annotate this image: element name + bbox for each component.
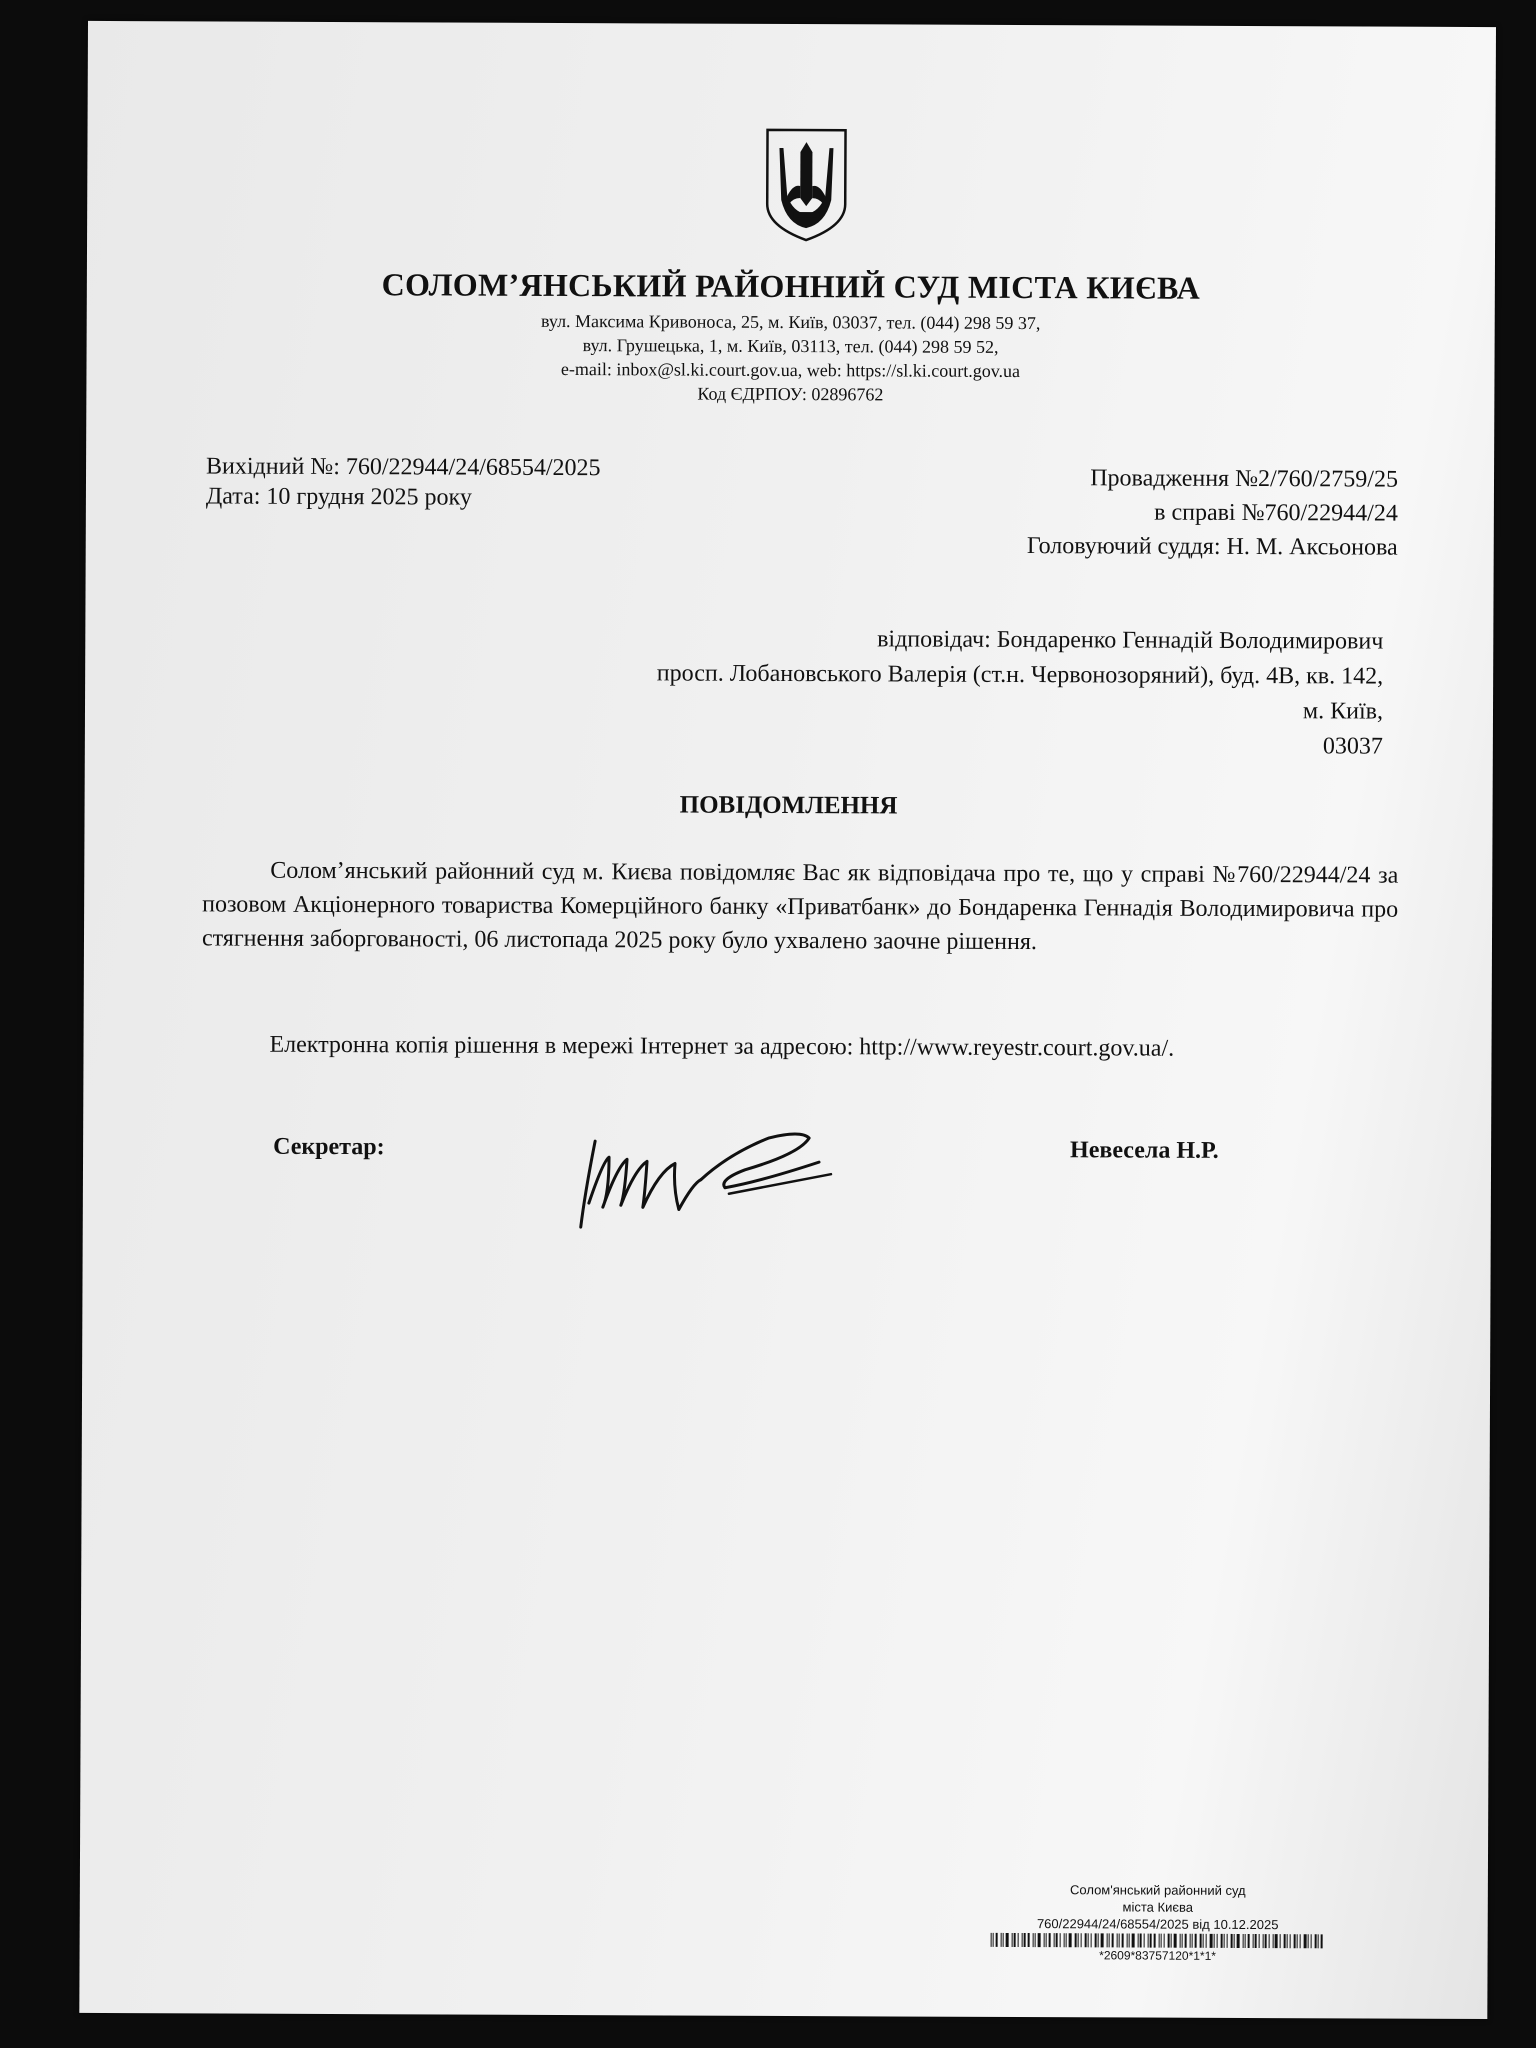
barcode-bar	[1074, 1933, 1076, 1947]
barcode-bar	[1289, 1934, 1290, 1948]
barcode-bar	[1131, 1933, 1134, 1947]
recipient-block	[656, 621, 1383, 764]
barcode-bar	[1286, 1934, 1287, 1948]
barcode-bar	[1005, 1933, 1008, 1947]
stamp-city: міста Києва	[1122, 1899, 1194, 1915]
barcode-bar	[1262, 1934, 1263, 1948]
recipient-city: м. Київ,	[1302, 698, 1384, 725]
barcode-bar	[1320, 1934, 1322, 1948]
barcode-bar	[1147, 1934, 1148, 1948]
barcode-bar	[1116, 1933, 1117, 1947]
barcode-bar	[1021, 1933, 1022, 1947]
barcode-bar	[1268, 1934, 1269, 1948]
ukraine-trident-emblem-icon	[763, 126, 850, 244]
barcode-bar	[1205, 1934, 1206, 1948]
case-number: в справі №760/22944/24	[1154, 499, 1398, 527]
barcode-bar	[1094, 1933, 1096, 1947]
barcode-bar	[1011, 1933, 1012, 1947]
barcode-bar	[1111, 1933, 1113, 1947]
stamp-registration-number: 760/22944/24/68554/2025 від 10.12.2025	[1036, 1916, 1279, 1933]
barcode-bar	[1279, 1934, 1280, 1948]
barcode-bar	[1236, 1934, 1239, 1948]
barcode-bar	[1189, 1934, 1190, 1948]
barcode-bar	[1213, 1934, 1214, 1948]
barcode-bar	[1223, 1934, 1224, 1948]
barcode-bar	[1002, 1933, 1003, 1947]
outgoing-date: Дата: 10 грудня 2025 року	[205, 483, 472, 511]
barcode-bar	[1097, 1933, 1098, 1947]
barcode-bar	[1118, 1933, 1119, 1947]
barcode-bar	[1191, 1934, 1192, 1948]
barcode-bar	[992, 1933, 993, 1947]
barcode-bar	[1137, 1934, 1138, 1948]
barcode-bar	[1053, 1933, 1054, 1947]
barcode-bar	[1000, 1933, 1001, 1947]
barcode-bar	[1032, 1933, 1033, 1947]
barcode-bar	[1244, 1934, 1245, 1948]
barcode-bar	[1017, 1933, 1018, 1947]
barcode-bar	[1158, 1934, 1159, 1948]
barcode-bar	[1274, 1934, 1277, 1948]
stamp-court-name: Солом'янський районний суд	[1070, 1882, 1246, 1898]
barcode-bar	[1310, 1934, 1311, 1948]
barcode-bar	[1264, 1934, 1266, 1948]
barcode-bar	[1149, 1934, 1151, 1948]
barcode-bar	[1179, 1934, 1180, 1948]
barcode-bar	[1055, 1933, 1057, 1947]
barcode-bar	[1296, 1934, 1297, 1948]
document-page	[79, 21, 1496, 2019]
secretary-name: Невесела Н.Р.	[1070, 1137, 1219, 1164]
barcode-bar	[1100, 1933, 1103, 1947]
handwritten-signature	[569, 1123, 839, 1234]
barcode-bar	[1283, 1934, 1285, 1948]
barcode-bar	[1184, 1934, 1186, 1948]
decision-link-line: Електронна копія рішення в мережі Інтернет за адресою: http://www.reyestr.court.gov.ua/.	[269, 1031, 1175, 1062]
barcode-bar	[1013, 1933, 1015, 1947]
recipient-postcode: 03037	[1322, 733, 1383, 760]
proceeding-number: Провадження №2/760/2759/25	[1090, 465, 1399, 493]
court-edrpou: Код ЄДРПОУ: 02896762	[697, 383, 884, 405]
barcode-bar	[1143, 1934, 1144, 1948]
barcode-bar	[990, 1933, 991, 1947]
outgoing-number: Вихідний №: 760/22944/24/68554/2025	[206, 453, 601, 482]
barcode-bar	[1027, 1933, 1029, 1947]
barcode-bar	[1108, 1933, 1109, 1947]
barcode-bar	[1087, 1933, 1088, 1947]
barcode-bar	[1045, 1933, 1046, 1947]
case-info	[1027, 461, 1398, 565]
court-name: СОЛОМ’ЯНСЬКИЙ РАЙОННИЙ СУД МІСТА КИЄВА	[381, 266, 1201, 306]
barcode-bar	[1230, 1934, 1232, 1948]
barcode-bar	[1242, 1934, 1243, 1948]
barcode-bar	[1173, 1934, 1176, 1948]
barcode-bar	[1068, 1933, 1071, 1947]
registration-stamp	[938, 1881, 1378, 1964]
barcode-bar	[1037, 1933, 1040, 1947]
barcode-bar	[1077, 1933, 1078, 1947]
barcode-bar	[1307, 1934, 1308, 1948]
secretary-label: Секретар:	[273, 1133, 385, 1161]
barcode-bar	[1233, 1934, 1234, 1948]
barcode-bar	[1065, 1933, 1066, 1947]
barcode-bar	[1199, 1934, 1201, 1948]
barcode-bar	[1254, 1934, 1256, 1948]
barcode-bar	[1059, 1933, 1060, 1947]
barcode-bar	[1220, 1934, 1222, 1948]
barcode-bar	[1272, 1934, 1273, 1948]
registration-barcode	[938, 1933, 1378, 1949]
barcode-bar	[1080, 1933, 1081, 1947]
barcode-bar	[1247, 1934, 1249, 1948]
barcode-bar	[1216, 1934, 1217, 1948]
barcode-bar	[1170, 1934, 1171, 1948]
recipient-name: відповідач: Бондаренко Геннадій Володимирович	[877, 626, 1384, 655]
recipient-street: просп. Лобановського Валерія (ст.н. Червонозоряний), буд. 4В, кв. 142,	[656, 660, 1384, 690]
barcode-bar	[1181, 1934, 1182, 1948]
barcode-bar	[1048, 1933, 1050, 1947]
barcode-bar	[1167, 1934, 1169, 1948]
barcode-bar	[1160, 1934, 1161, 1948]
outgoing-info	[206, 451, 601, 513]
barcode-bar	[1163, 1934, 1164, 1948]
barcode-bar	[1139, 1934, 1141, 1948]
notice-body: Солом’янський районний суд м. Києва повідомляє Вас як відповідача про те, що у справі №760/22944/24 за позовом Акціонерного товариства Комерційного банку «Приватбанк» до Бондаренка Геннадія Володимировича про стягнення заборгованості, 06 листопада 2025 року було ухвалено заочне рішення.	[201, 857, 1399, 956]
barcode-bar	[1202, 1934, 1203, 1948]
notice-title: ПОВІДОМЛЕННЯ	[679, 791, 898, 820]
barcode-bar	[1106, 1933, 1107, 1947]
barcode-bar	[1317, 1934, 1318, 1948]
barcode-bar	[1293, 1934, 1295, 1948]
presiding-judge: Головуючий суддя: Н. М. Аксьонова	[1026, 533, 1398, 561]
barcode-bar	[1043, 1933, 1044, 1947]
barcode-bar	[1128, 1933, 1129, 1947]
barcode-bar	[1194, 1934, 1196, 1948]
barcode-bar	[1084, 1933, 1086, 1947]
court-address-2: вул. Грушецька, 1, м. Київ, 03113, тел. (044) 298 59 52,	[582, 335, 999, 357]
court-contacts: e-mail: inbox@sl.ki.court.gov.ua, web: https://sl.ki.court.gov.ua	[560, 358, 1021, 381]
barcode-bar	[1153, 1934, 1155, 1948]
barcode-bar	[1063, 1933, 1064, 1947]
barcode-bar	[1299, 1934, 1300, 1948]
barcode-bar	[1252, 1934, 1253, 1948]
barcode-bar	[1314, 1934, 1316, 1948]
barcode-bar	[1126, 1933, 1127, 1947]
barcode-bar	[1090, 1933, 1091, 1947]
barcode-bar	[1034, 1933, 1035, 1947]
barcode-bar	[995, 1933, 997, 1947]
barcode-text: *2609*83757120*1*1*	[1099, 1948, 1216, 1963]
court-address-1: вул. Максима Кривоноса, 25, м. Київ, 03037, тел. (044) 298 59 37,	[540, 310, 1041, 334]
barcode-bar	[1226, 1934, 1227, 1948]
barcode-bar	[1023, 1933, 1025, 1947]
barcode-bar	[1258, 1934, 1259, 1948]
barcode-bar	[1303, 1934, 1306, 1948]
barcode-bar	[1121, 1933, 1123, 1947]
barcode-bar	[1209, 1934, 1212, 1948]
